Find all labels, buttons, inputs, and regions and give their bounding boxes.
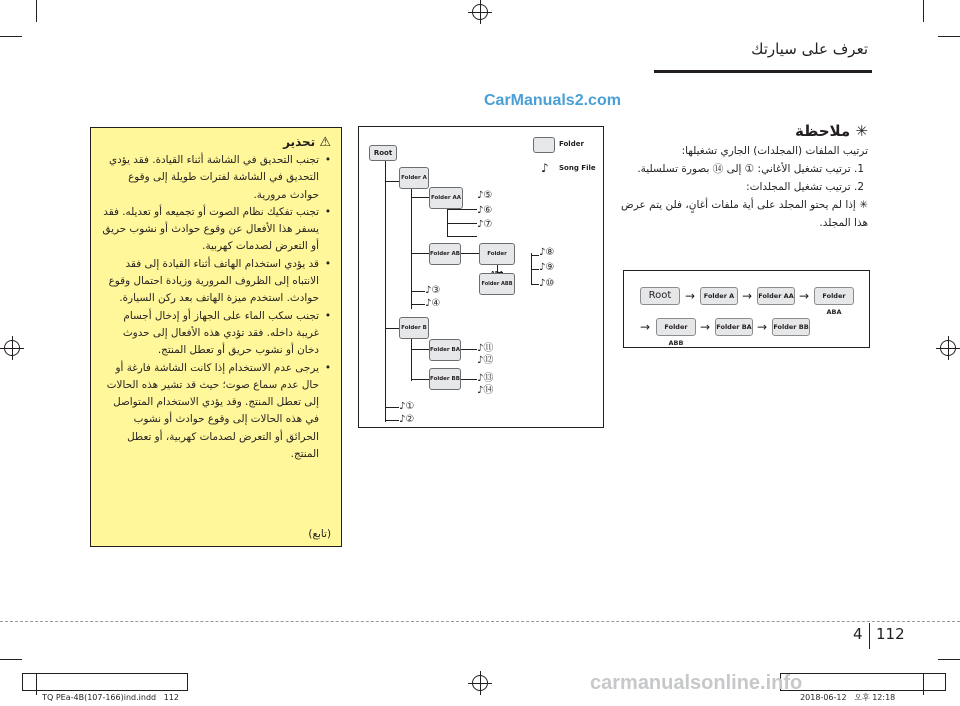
legend-folder-icon [533,137,555,153]
notice-step-1: 1. ترتيب تشغيل الأغاني: ① إلى ⑭ بصورة تسلسلية. [637,163,864,175]
flow-folder-a: Folder A [700,287,738,305]
flow-folder-aba: Folder ABA [814,287,854,305]
warning-triangle-icon: ⚠ [319,135,331,150]
notice-title: ملاحظة [794,122,851,140]
caution-list [101,152,331,463]
registration-mark-right [940,340,956,356]
tree-folder-ab: Folder AB [429,243,461,265]
tree-song: ♪⑤ [477,190,493,201]
caution-title-row [101,133,331,152]
tree-song: ♪⑧ [539,247,555,258]
tree-folder-abb: Folder ABB [479,273,515,295]
tree-song: ♪⑭ [477,385,494,396]
footer-timestamp [780,673,946,702]
section-title: تعرف على سيارتك [751,40,868,58]
page-chapter: 4 [853,625,863,643]
registration-mark-bottom [472,675,488,691]
legend-song-icon: ♪ [541,161,549,175]
tree-song: ♪⑨ [539,262,555,273]
flow-folder-aa: Folder AA [757,287,795,305]
folder-tree-diagram [358,126,604,428]
tree-song: ♪⑫ [477,355,494,366]
registration-mark-top [472,4,488,20]
notice-tip [618,196,868,232]
notice-intro: ترتيب الملفات (المجلدات) الجاري تشغيلها: [681,145,868,157]
tree-folder-ba: Folder BA [429,339,461,361]
flow-folder-abb: Folder ABB [656,318,696,336]
caution-title: تحذير [283,135,316,149]
caution-box [90,127,342,547]
tree-folder-b: Folder B [399,317,429,339]
page-divider [869,623,870,649]
caution-item: • تجنب سكب الماء على الجهاز أو إدخال أجسام غريبة داخله. فقد تؤدي هذه الأفعال إلى حدوث دخان أو نشوب حريق أو تعطل المنتج. [101,308,331,360]
notice-title-row [618,120,868,142]
footer-file-text: TQ PEa-4B(107-166)ind.indd 112 [42,693,179,702]
tree-folder-a: Folder A [399,167,429,189]
watermark-bottom: carmanualsonline.info [590,672,803,694]
arrow-icon: → [757,320,768,334]
tree-song: ♪① [399,401,415,412]
tree-folder-aba: Folder [479,243,515,265]
arrow-icon: → [685,289,696,303]
flow-root: Root [640,287,680,305]
tree-root: Root [369,145,397,161]
tree-song: ♪③ [425,285,441,296]
registration-mark-left [4,340,20,356]
legend-song-label: Song File [559,164,596,172]
watermark-top: CarManuals2.com [484,92,621,109]
arrow-icon: → [799,289,810,303]
arrow-icon: → [700,320,711,334]
flow-folder-bb: Folder BB [772,318,810,336]
asterisk-icon: ✳ [855,122,868,140]
footer-timestamp-text: 2018-06-12 오후 12:18 [800,693,896,702]
notice-tip-text: إذا لم يحتو المجلد على أية ملفات أغانٍ، فلن يتم عرض هذا المجلد. [621,199,868,229]
tree-folder-aa: Folder AA [429,187,463,209]
tree-song: ♪⑩ [539,278,555,289]
play-order-diagram [623,270,870,348]
asterisk-icon: ✳ [859,199,868,211]
caution-item: • يرجى عدم الاستخدام إذا كانت الشاشة فارغة أو حال عدم سماع صوت؛ حيث قد تشير هذه الحالات إلى تعطل المنتج. وقد يؤدي الاستخدام المتواصل في هذه الحالات إلى وقوع حوادث أو نشوب الحرائق أو التعرض لصدمات كهربية، أو تعطل المنتج. [101,360,331,464]
caution-item: • تجنب تفكيك نظام الصوت أو تجميعه أو تعديله. فقد يسفر هذا الأفعال عن وقوع حوادث أو نشوب حريق أو التعرض لصدمات كهربية. [101,204,331,256]
tree-folder-bb: Folder BB [429,368,461,390]
arrow-icon: → [640,320,651,334]
tree-song: ♪⑦ [477,219,493,230]
caution-continued: (تابع) [308,528,331,540]
arrow-icon: → [742,289,753,303]
tree-song: ♪④ [425,298,441,309]
page-rule [0,621,960,622]
footer-file [22,673,188,702]
tree-song: ♪⑥ [477,205,493,216]
caution-item: • قد يؤدي استخدام الهاتف أثناء القيادة إلى فقد الانتباه إلى الظروف المرورية وزيادة احتمال وقوع حوادث. استخدم ميزة الهاتف بعد ركن السيارة. [101,256,331,308]
legend-folder-label: Folder [559,140,584,148]
caution-item: • تجنب التحديق في الشاشة أثناء القيادة. فقد يؤدي التحديق في الشاشة لفترات طويلة إلى وقوع حوادث مرورية. [101,152,331,204]
notice-step-2: 2. ترتيب تشغيل المجلدات: [746,181,864,193]
flow-folder-ba: Folder BA [715,318,753,336]
tree-song: ♪⑪ [477,343,494,354]
tree-song: ♪② [399,414,415,425]
page-number: 112 [876,625,905,643]
tree-song: ♪⑬ [477,373,494,384]
notice-block [618,120,868,232]
header-rule [654,70,872,73]
